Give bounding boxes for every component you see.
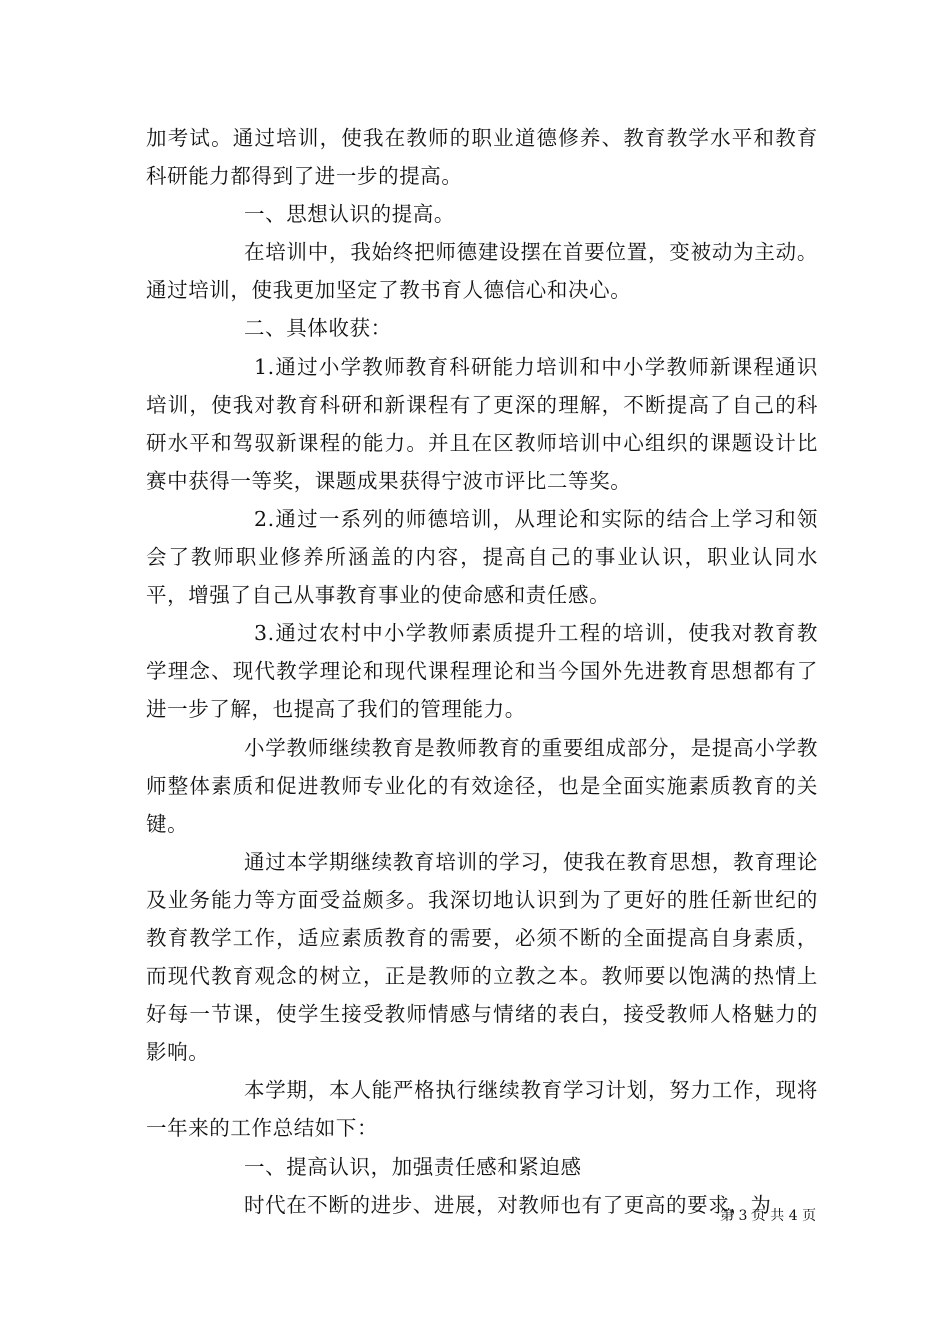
list-item-3: 3.通过农村中小学教师素质提升工程的培训，使我对教育教学理念、现代教学理论和现代课程理论和当今国外先进教育思想都有了进一步了解，也提高了我们的管理能力。 [146,621,818,722]
list-item-2: 2.通过一系列的师德培训，从理论和实际的结合上学习和领会了教师职业修养所涵盖的内容，提高自己的事业认识，职业认同水平，增强了自己从事教育事业的使命感和责任感。 [146,506,818,608]
paragraph-semester-learning: 通过本学期继续教育培训的学习，使我在教育思想，教育理论及业务能力等方面受益颇多。我深切地认识到为了更好的胜任新世纪的教育教学工作，适应素质教育的需要，必须不断的全面提高自身素质，而现代教育观念的树立，正是教师的立教之本。教师要以饱满的热情上好每一节课，使学生接受教师情感与情绪的表白，接受教师人格魅力的影响。 [146,849,818,1065]
list-item-1: 1.通过小学教师教育科研能力培训和中小学教师新课程通识培训，使我对教育科研和新课程有了更深的理解，不断提高了自己的科研水平和驾驭新课程的能力。并且在区教师培训中心组织的课题设计比赛中获得一等奖，课题成果获得宁波市评比二等奖。 [146,354,818,493]
paragraph-ethics-training: 在培训中，我始终把师德建设摆在首要位置，变被动为主动。通过培训，使我更加坚定了教书育人德信心和决心。 [146,240,818,303]
paragraph-work-summary: 本学期，本人能严格执行继续教育学习计划，努力工作，现将一年来的工作总结如下： [146,1078,818,1141]
page-number: 第 3 页 共 4 页 [720,1208,817,1224]
document-body [146,119,818,1224]
paragraph-continuation: 加考试。通过培训，使我在教师的职业道德修养、教育教学水平和教育科研能力都得到了进一步的提高。 [146,126,818,189]
heading-raise-awareness: 一、提高认识，加强责任感和紧迫感 [244,1154,582,1179]
heading-specific-gains: 二、具体收获： [244,316,392,341]
paragraph-continuing-education: 小学教师继续教育是教师教育的重要组成部分，是提高小学教师整体素质和促进教师专业化的有效途径，也是全面实施素质教育的关键。 [146,735,818,836]
paragraph-times-progress: 时代在不断的进步、进展，对教师也有了更高的要求，为 [244,1192,772,1217]
heading-thought-improvement: 一、思想认识的提高。 [244,202,455,227]
